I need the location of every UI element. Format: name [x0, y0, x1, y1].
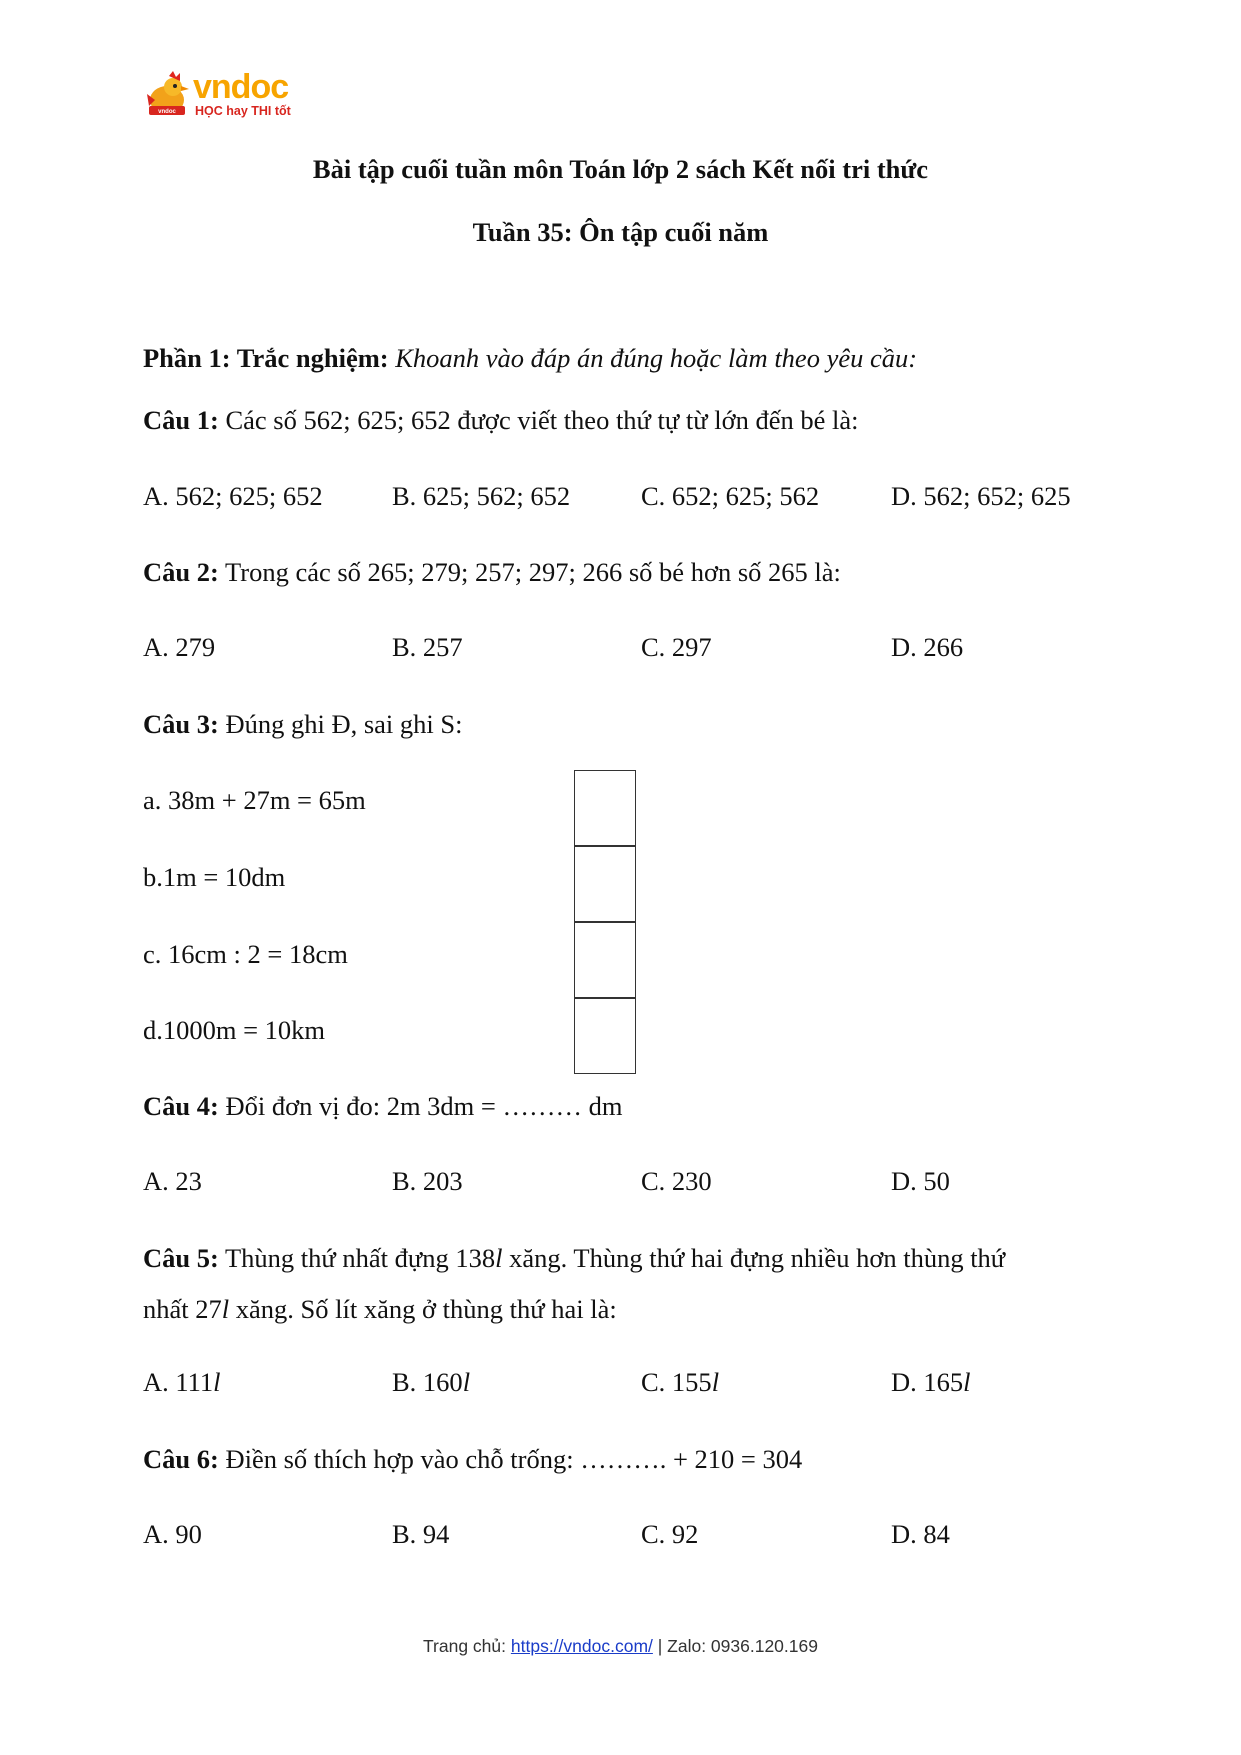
page-subtitle: Tuần 35: Ôn tập cuối năm [472, 217, 769, 247]
q3-item-c: c. 16cm : 2 = 18cm [143, 939, 348, 969]
question-3 [143, 709, 463, 740]
question-6 [143, 1444, 802, 1475]
q5-option-a[interactable] [143, 1367, 221, 1398]
q2-option-b[interactable]: B. 257 [392, 632, 463, 662]
q5-option-a-text: A. 111 [143, 1367, 214, 1397]
q5-text-a: Thùng thứ nhất đựng 138 [224, 1243, 496, 1273]
logo-wordmark: vndoc [193, 68, 289, 106]
q6-text: Điền số thích hợp vào chỗ trống: ………. + 210 = 304 [225, 1444, 803, 1474]
q5-option-c-unit: l [711, 1367, 720, 1397]
q3-answer-box-a[interactable] [574, 770, 636, 846]
q2-option-a[interactable]: A. 279 [143, 632, 216, 662]
q5-option-d-unit: l [963, 1367, 971, 1397]
q2-label: Câu 2: [143, 557, 219, 587]
q3-text: Đúng ghi Đ, sai ghi S: [225, 709, 463, 739]
q4-option-c[interactable]: C. 230 [641, 1166, 712, 1196]
q6-option-c[interactable]: C. 92 [641, 1519, 699, 1549]
q4-text: Đổi đơn vị đo: 2m 3dm = ……… dm [225, 1091, 623, 1121]
q2-text: Trong các số 265; 279; 257; 297; 266 số bé hơn số 265 là: [224, 557, 841, 587]
logo-tagline: HỌC hay THI tốt [195, 104, 291, 118]
question-4 [143, 1091, 622, 1122]
question-1 [143, 405, 859, 436]
q2-option-c[interactable]: C. 297 [641, 632, 712, 662]
q5-unit-2: l [221, 1294, 230, 1324]
q2-option-d[interactable]: D. 266 [891, 632, 964, 662]
rooster-mascot-icon [143, 70, 195, 122]
q1-option-a[interactable]: A. 562; 625; 652 [143, 481, 323, 511]
question-2 [143, 557, 841, 588]
q6-label: Câu 6: [143, 1444, 219, 1474]
q3-answer-box-b[interactable] [574, 846, 636, 922]
q3-answer-box-d[interactable] [574, 998, 636, 1074]
q1-option-c[interactable]: C. 652; 625; 562 [641, 481, 820, 511]
q5-option-a-unit: l [213, 1367, 221, 1397]
q5-option-b-unit: l [462, 1367, 471, 1397]
q5-label: Câu 5: [143, 1243, 219, 1273]
q5-option-d-text: D. 165 [891, 1367, 964, 1397]
q3-label: Câu 3: [143, 709, 219, 739]
footer-home-link[interactable]: https://vndoc.com/ [510, 1636, 653, 1656]
q5-option-c[interactable] [641, 1367, 719, 1398]
q5-unit-1: l [495, 1243, 503, 1273]
part1-heading [143, 343, 917, 374]
q5-text-d: xăng. Số lít xăng ở thùng thứ hai là: [229, 1294, 617, 1324]
q1-text: Các số 562; 625; 652 được viết theo thứ tự từ lớn đến bé là: [225, 405, 859, 435]
q5-text-b: xăng. Thùng thứ hai đựng nhiều hơn thùng thứ [502, 1243, 1006, 1273]
q3-item-d: d.1000m = 10km [143, 1015, 326, 1045]
svg-text:vndoc: vndoc [158, 109, 176, 115]
q3-item-a: a. 38m + 27m = 65m [143, 785, 366, 815]
q4-label: Câu 4: [143, 1091, 219, 1121]
page-footer [0, 1636, 1241, 1657]
q3-answer-box-c[interactable] [574, 922, 636, 998]
q5-option-d[interactable] [891, 1367, 971, 1398]
q5-option-c-text: C. 155 [641, 1367, 712, 1397]
question-5-cont [143, 1294, 617, 1325]
vndoc-logo [143, 70, 303, 122]
part1-instruction: Khoanh vào đáp án đúng hoặc làm theo yêu cầu: [395, 343, 918, 373]
q3-item-b: b.1m = 10dm [143, 862, 286, 892]
question-5 [143, 1243, 1005, 1274]
q4-option-a[interactable]: A. 23 [143, 1166, 202, 1196]
page-title: Bài tập cuối tuần môn Toán lớp 2 sách Kết nối tri thức [312, 154, 929, 184]
q4-option-b[interactable]: B. 203 [392, 1166, 463, 1196]
q4-option-d[interactable]: D. 50 [891, 1166, 950, 1196]
part1-label: Phần 1: Trắc nghiệm: [143, 343, 389, 373]
q5-text-c: nhất 27 [143, 1294, 222, 1324]
q6-option-a[interactable]: A. 90 [143, 1519, 202, 1549]
q1-label: Câu 1: [143, 405, 219, 435]
q5-option-b[interactable] [392, 1367, 470, 1398]
q1-option-d[interactable]: D. 562; 652; 625 [891, 481, 1071, 511]
q6-option-b[interactable]: B. 94 [392, 1519, 450, 1549]
q6-option-d[interactable]: D. 84 [891, 1519, 950, 1549]
q1-option-b[interactable]: B. 625; 562; 652 [392, 481, 571, 511]
footer-prefix: Trang chủ: [423, 1636, 511, 1656]
q5-option-b-text: B. 160 [392, 1367, 463, 1397]
footer-contact: | Zalo: 0936.120.169 [652, 1636, 818, 1656]
